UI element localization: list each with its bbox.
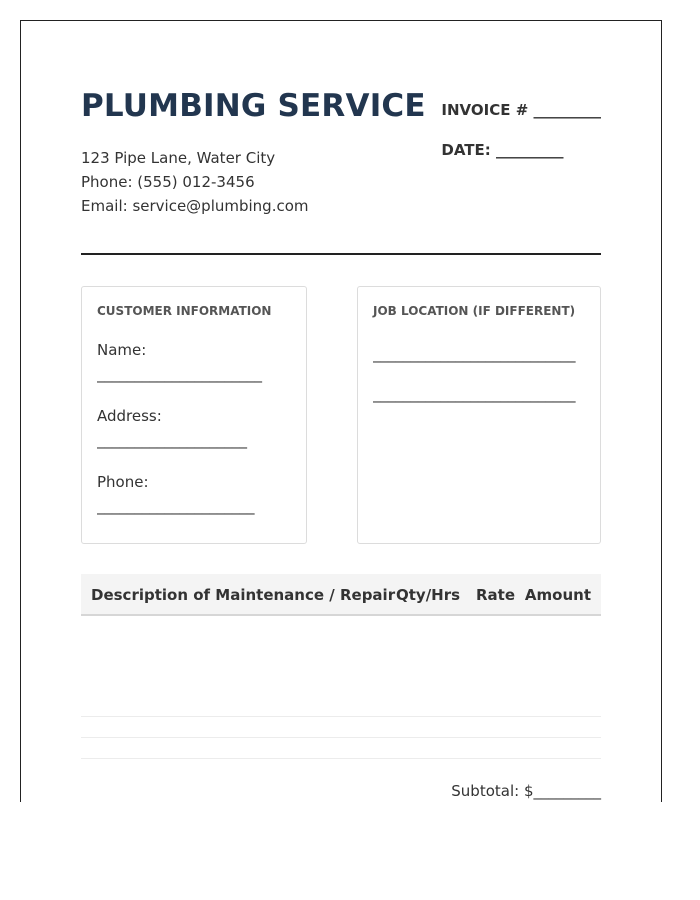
items-table-header — [81, 574, 601, 616]
table-row-divider — [81, 716, 601, 717]
job-location-title: JOB LOCATION (IF DIFFERENT) — [373, 304, 576, 318]
column-rate: Rate — [476, 586, 516, 604]
header-divider — [81, 253, 601, 255]
customer-phone-field[interactable]: _____________________ — [97, 497, 255, 515]
company-name: PLUMBING SERVICE — [81, 88, 426, 124]
job-location-box — [357, 286, 601, 544]
customer-information-box — [81, 286, 307, 544]
invoice-number-field[interactable]: INVOICE # _________ — [441, 101, 601, 119]
column-description: Description of Maintenance / Repair — [91, 586, 396, 604]
company-email: Email: service@plumbing.com — [81, 197, 309, 215]
job-location-line-2[interactable]: ___________________________ — [373, 385, 576, 403]
column-amount: Amount — [524, 586, 591, 604]
table-row-divider — [81, 737, 601, 738]
subtotal-field[interactable]: Subtotal: $_________ — [451, 782, 601, 800]
customer-address-field[interactable]: ____________________ — [97, 431, 247, 449]
customer-phone-label: Phone: — [97, 473, 149, 491]
table-row-divider — [81, 758, 601, 759]
invoice-date-field[interactable]: DATE: _________ — [441, 141, 564, 159]
job-location-line-1[interactable]: ___________________________ — [373, 345, 576, 363]
company-phone: Phone: (555) 012-3456 — [81, 173, 255, 191]
company-contact — [81, 148, 309, 220]
invoice-meta — [441, 100, 601, 180]
column-qty-hrs: Qty/Hrs — [396, 586, 461, 604]
customer-name-field[interactable]: ______________________ — [97, 365, 262, 383]
company-address: 123 Pipe Lane, Water City — [81, 149, 276, 167]
invoice-sheet — [20, 20, 662, 802]
customer-name-label: Name: — [97, 341, 147, 359]
customer-address-label: Address: — [97, 407, 162, 425]
customer-information-title: CUSTOMER INFORMATION — [97, 304, 272, 318]
